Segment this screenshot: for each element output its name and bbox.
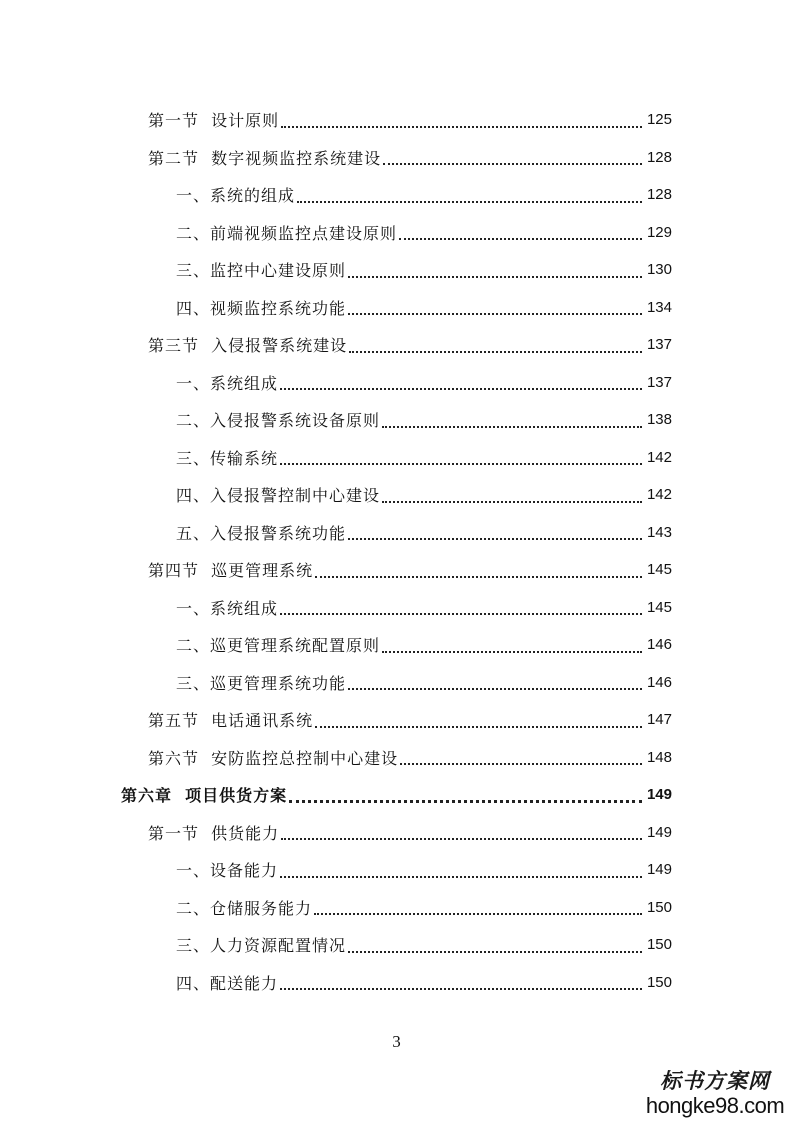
toc-entry [0,964,793,1002]
toc-entry-page: 128 [646,148,672,166]
toc-entry [0,589,793,627]
toc-dot-leader [280,597,642,615]
toc-entry-title: 四、视频监控系统功能 [176,298,347,318]
toc-entry [0,776,793,814]
toc-entry [0,176,793,214]
toc-dot-leader [289,784,642,803]
watermark-url: hongke98.com [645,1093,785,1118]
toc-entry-title: 第五节 电话通讯系统 [148,711,314,731]
toc-entry [0,326,793,364]
toc-dot-leader [315,710,642,728]
toc-entry-title: 第四节 巡更管理系统 [148,561,314,581]
toc-dot-leader [400,747,642,765]
toc-entry-page: 145 [646,561,672,579]
toc-dot-leader [382,485,642,503]
toc-entry-title: 一、系统组成 [176,373,279,393]
toc-entry-page: 148 [646,748,672,766]
toc-entry [0,401,793,439]
toc-dot-leader [348,297,642,315]
toc-entry [0,926,793,964]
toc-entry-page: 129 [646,223,672,241]
toc-entry-title: 三、巡更管理系统功能 [176,673,347,693]
toc-entry-page: 138 [646,411,672,429]
toc-dot-leader [382,635,642,653]
toc-entry-title: 第二节 数字视频监控系统建设 [148,148,382,168]
toc-entry [0,551,793,589]
toc-entry [0,851,793,889]
toc-entry [0,664,793,702]
toc-dot-leader [280,447,642,465]
toc-entry-page: 146 [646,636,672,654]
page-number: 3 [392,1032,401,1051]
toc-dot-leader [348,260,642,278]
toc-entry-title: 三、监控中心建设原则 [176,261,347,281]
toc-entry-title: 第一节 供货能力 [148,823,280,843]
watermark-name: 标书方案网 [660,1068,770,1093]
toc-entry-title: 二、前端视频监控点建设原则 [176,223,398,243]
watermark-logo [640,1065,790,1119]
toc-entry [0,814,793,852]
toc-entry-title: 二、入侵报警系统设备原则 [176,411,381,431]
toc-entry [0,364,793,402]
toc-entry-page: 145 [646,598,672,616]
toc-entry-page: 146 [646,673,672,691]
toc-entry [0,289,793,327]
toc-entry-title: 五、入侵报警系统功能 [176,523,347,543]
toc-entry-page: 150 [646,936,672,954]
toc-entry-title: 一、系统组成 [176,598,279,618]
toc-entry-title: 第一节 设计原则 [148,111,280,131]
toc-entry-title: 一、设备能力 [176,861,279,881]
toc-dot-leader [314,897,642,915]
toc-entry [0,251,793,289]
toc-entry-title: 三、人力资源配置情况 [176,936,347,956]
toc-entry-page: 149 [646,823,672,841]
toc-dot-leader [348,522,642,540]
toc-entry-page: 142 [646,448,672,466]
toc-entry-page: 134 [646,298,672,316]
toc-entry-title: 三、传输系统 [176,448,279,468]
toc-entry-page: 143 [646,523,672,541]
toc-entry [0,514,793,552]
toc-dot-leader [280,860,642,878]
toc-entry-title: 一、系统的组成 [176,186,296,206]
toc-entry [0,476,793,514]
toc-entry [0,739,793,777]
toc-entry-page: 149 [646,861,672,879]
toc-entry [0,101,793,139]
toc-entry [0,439,793,477]
toc-entry [0,139,793,177]
toc-dot-leader [281,822,642,840]
toc-dot-leader [315,560,642,578]
toc-dot-leader [382,410,642,428]
toc-entry-title: 四、入侵报警控制中心建设 [176,486,381,506]
toc-entry-title: 二、仓储服务能力 [176,898,313,918]
toc-dot-leader [399,222,642,240]
toc-entry-page: 137 [646,373,672,391]
toc-dot-leader [297,185,642,203]
toc-dot-leader [348,935,642,953]
toc-entry [0,214,793,252]
toc-dot-leader [348,672,642,690]
toc-dot-leader [280,372,642,390]
toc-dot-leader [281,110,642,128]
table-of-contents [0,101,793,1001]
toc-entry-page: 130 [646,261,672,279]
toc-entry-page: 137 [646,336,672,354]
toc-dot-leader [280,972,642,990]
toc-dot-leader [349,335,642,353]
toc-entry-page: 128 [646,186,672,204]
toc-entry-title: 第六节 安防监控总控制中心建设 [148,748,399,768]
toc-entry-page: 150 [646,898,672,916]
toc-entry [0,626,793,664]
toc-entry-page: 142 [646,486,672,504]
toc-entry-title: 四、配送能力 [176,973,279,993]
toc-entry-page: 150 [646,973,672,991]
toc-entry-title: 第六章 项目供货方案 [121,786,288,806]
toc-entry [0,889,793,927]
toc-entry-page: 149 [646,786,672,804]
toc-entry-title: 第三节 入侵报警系统建设 [148,336,348,356]
toc-entry-title: 二、巡更管理系统配置原则 [176,636,381,656]
toc-entry-page: 147 [646,711,672,729]
toc-entry-page: 125 [646,111,672,129]
toc-dot-leader [383,147,642,165]
toc-entry [0,701,793,739]
